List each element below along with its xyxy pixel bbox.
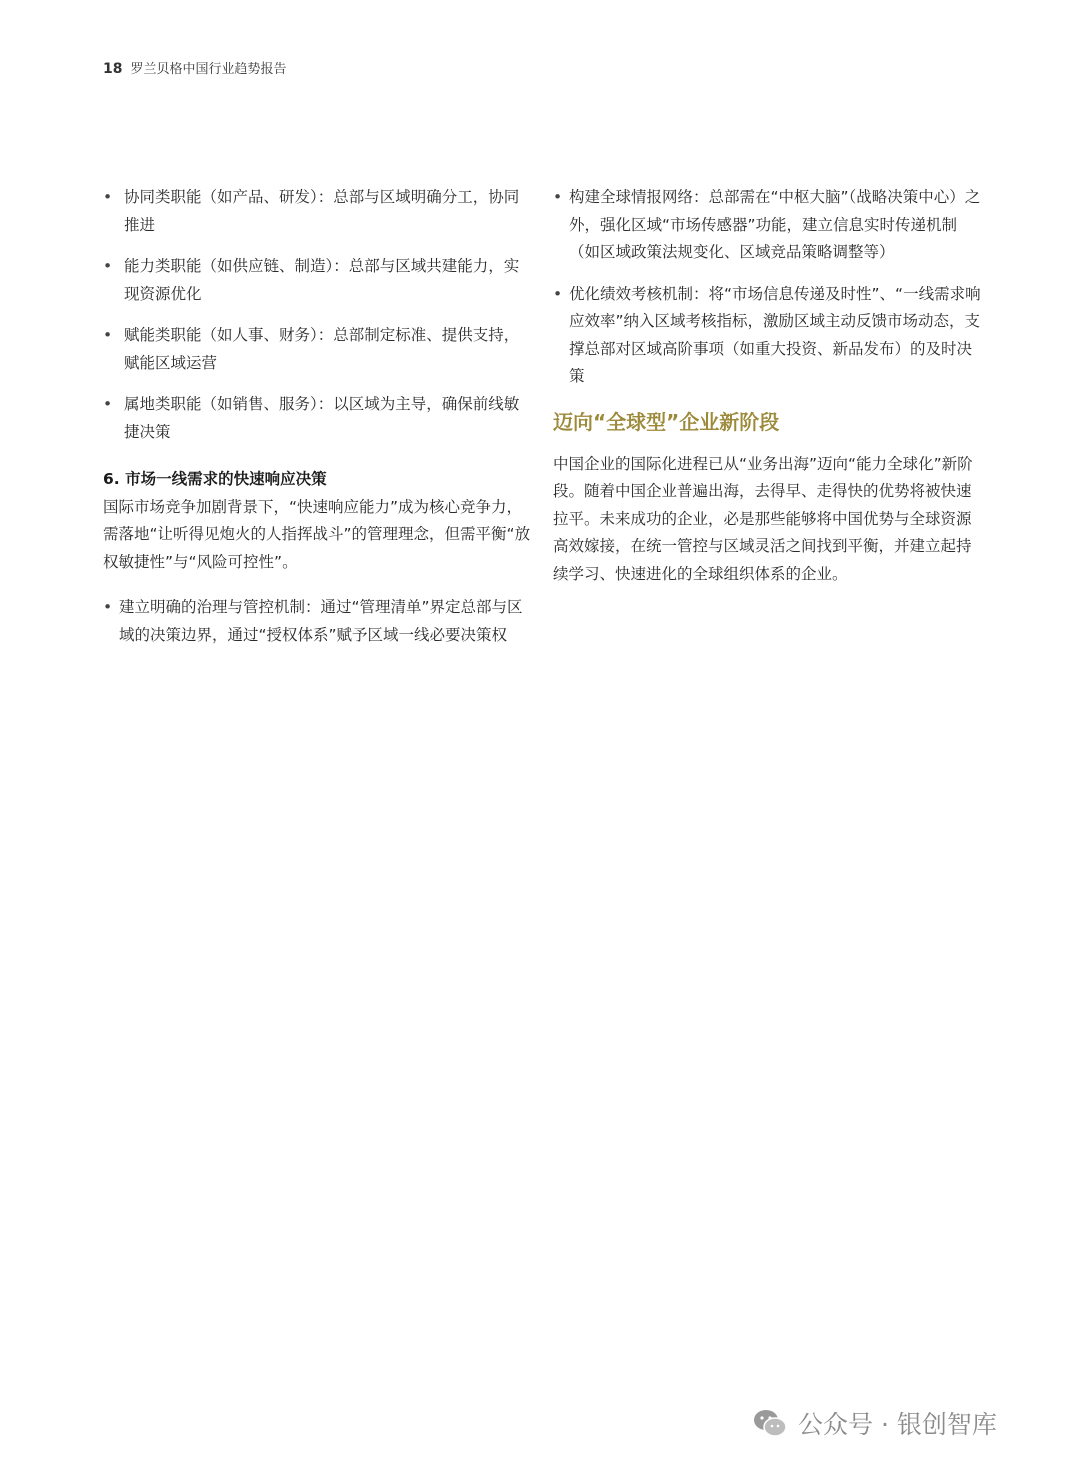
watermark-text: 公众号 · 银创智库 bbox=[798, 1410, 997, 1439]
bullet-icon: • bbox=[103, 395, 113, 413]
list-item-text: 构建全球情报网络：总部需在“中枢大脑”（战略决策中心）之外，强化区域“市场传感器”功能，建立信息实时传递机制（如区域政策法规变化、区域竞品策略调整等） bbox=[569, 188, 981, 261]
list-item-text: 优化绩效考核机制：将“市场信息传递及时性”、“一线需求响应效率”纳入区域考核指标，激励区域主动反馈市场动态，支撑总部对区域高阶事项（如重大投资、新品发布）的及时决策 bbox=[569, 284, 981, 385]
global-stage-paragraph: 中国企业的国际化进程已从“业务出海”迈向“能力全球化”新阶段。随着中国企业普遍出海，去得早、走得快的优势将被快速拉平。未来成功的企业，必是那些能够将中国优势与全球资源高效嫁接，在统一管控与区域灵活之间找到平衡，并建立起持续学习、快速进化的全球组织体系的企业。 bbox=[553, 454, 973, 583]
list-item-text: 建立明确的治理与管控机制：通过“管理清单”界定总部与区域的决策边界，通过“授权体系”赋予区域一线必要决策权 bbox=[119, 598, 523, 644]
wechat-watermark bbox=[752, 1398, 997, 1448]
list-item-text: 属地类职能（如销售、服务）：以区域为主导，确保前线敏捷决策 bbox=[124, 395, 520, 441]
intelligence-list bbox=[553, 184, 983, 391]
bullet-icon: • bbox=[103, 188, 113, 206]
list-item bbox=[103, 253, 533, 308]
bullet-icon: • bbox=[553, 188, 563, 206]
function-type-list bbox=[103, 184, 533, 446]
wechat-icon bbox=[752, 1408, 788, 1438]
list-item bbox=[103, 391, 533, 446]
bullet-icon: • bbox=[103, 257, 113, 275]
report-title: 罗兰贝格中国行业趋势报告 bbox=[130, 62, 287, 77]
list-item bbox=[103, 322, 533, 377]
section-heading: 6. 市场一线需求的快速响应决策 bbox=[103, 470, 327, 488]
governance-list bbox=[103, 594, 533, 649]
list-item-text: 能力类职能（如供应链、制造）：总部与区域共建能力，实现资源优化 bbox=[124, 257, 520, 303]
bullet-icon: • bbox=[103, 326, 113, 344]
page-header bbox=[103, 61, 287, 78]
list-item bbox=[553, 281, 983, 391]
right-column bbox=[553, 184, 983, 606]
bullet-icon: • bbox=[103, 598, 113, 616]
global-stage-heading: 迈向“全球型”企业新阶段 bbox=[553, 409, 780, 434]
list-item bbox=[103, 184, 533, 239]
list-item bbox=[103, 594, 533, 649]
list-item-text: 赋能类职能（如人事、财务）：总部制定标准、提供支持，赋能区域运营 bbox=[124, 326, 520, 372]
left-column bbox=[103, 184, 533, 663]
bullet-icon: • bbox=[553, 284, 563, 303]
section-paragraph: 国际市场竞争加剧背景下，“快速响应能力”成为核心竞争力，需落地“让听得见炮火的人指挥战斗”的管理理念，但需平衡“放权敏捷性”与“风险可控性”。 bbox=[103, 497, 531, 571]
list-item-text: 协同类职能（如产品、研发）：总部与区域明确分工，协同推进 bbox=[124, 188, 520, 234]
list-item bbox=[553, 184, 983, 267]
page-number: 18 bbox=[103, 61, 123, 77]
